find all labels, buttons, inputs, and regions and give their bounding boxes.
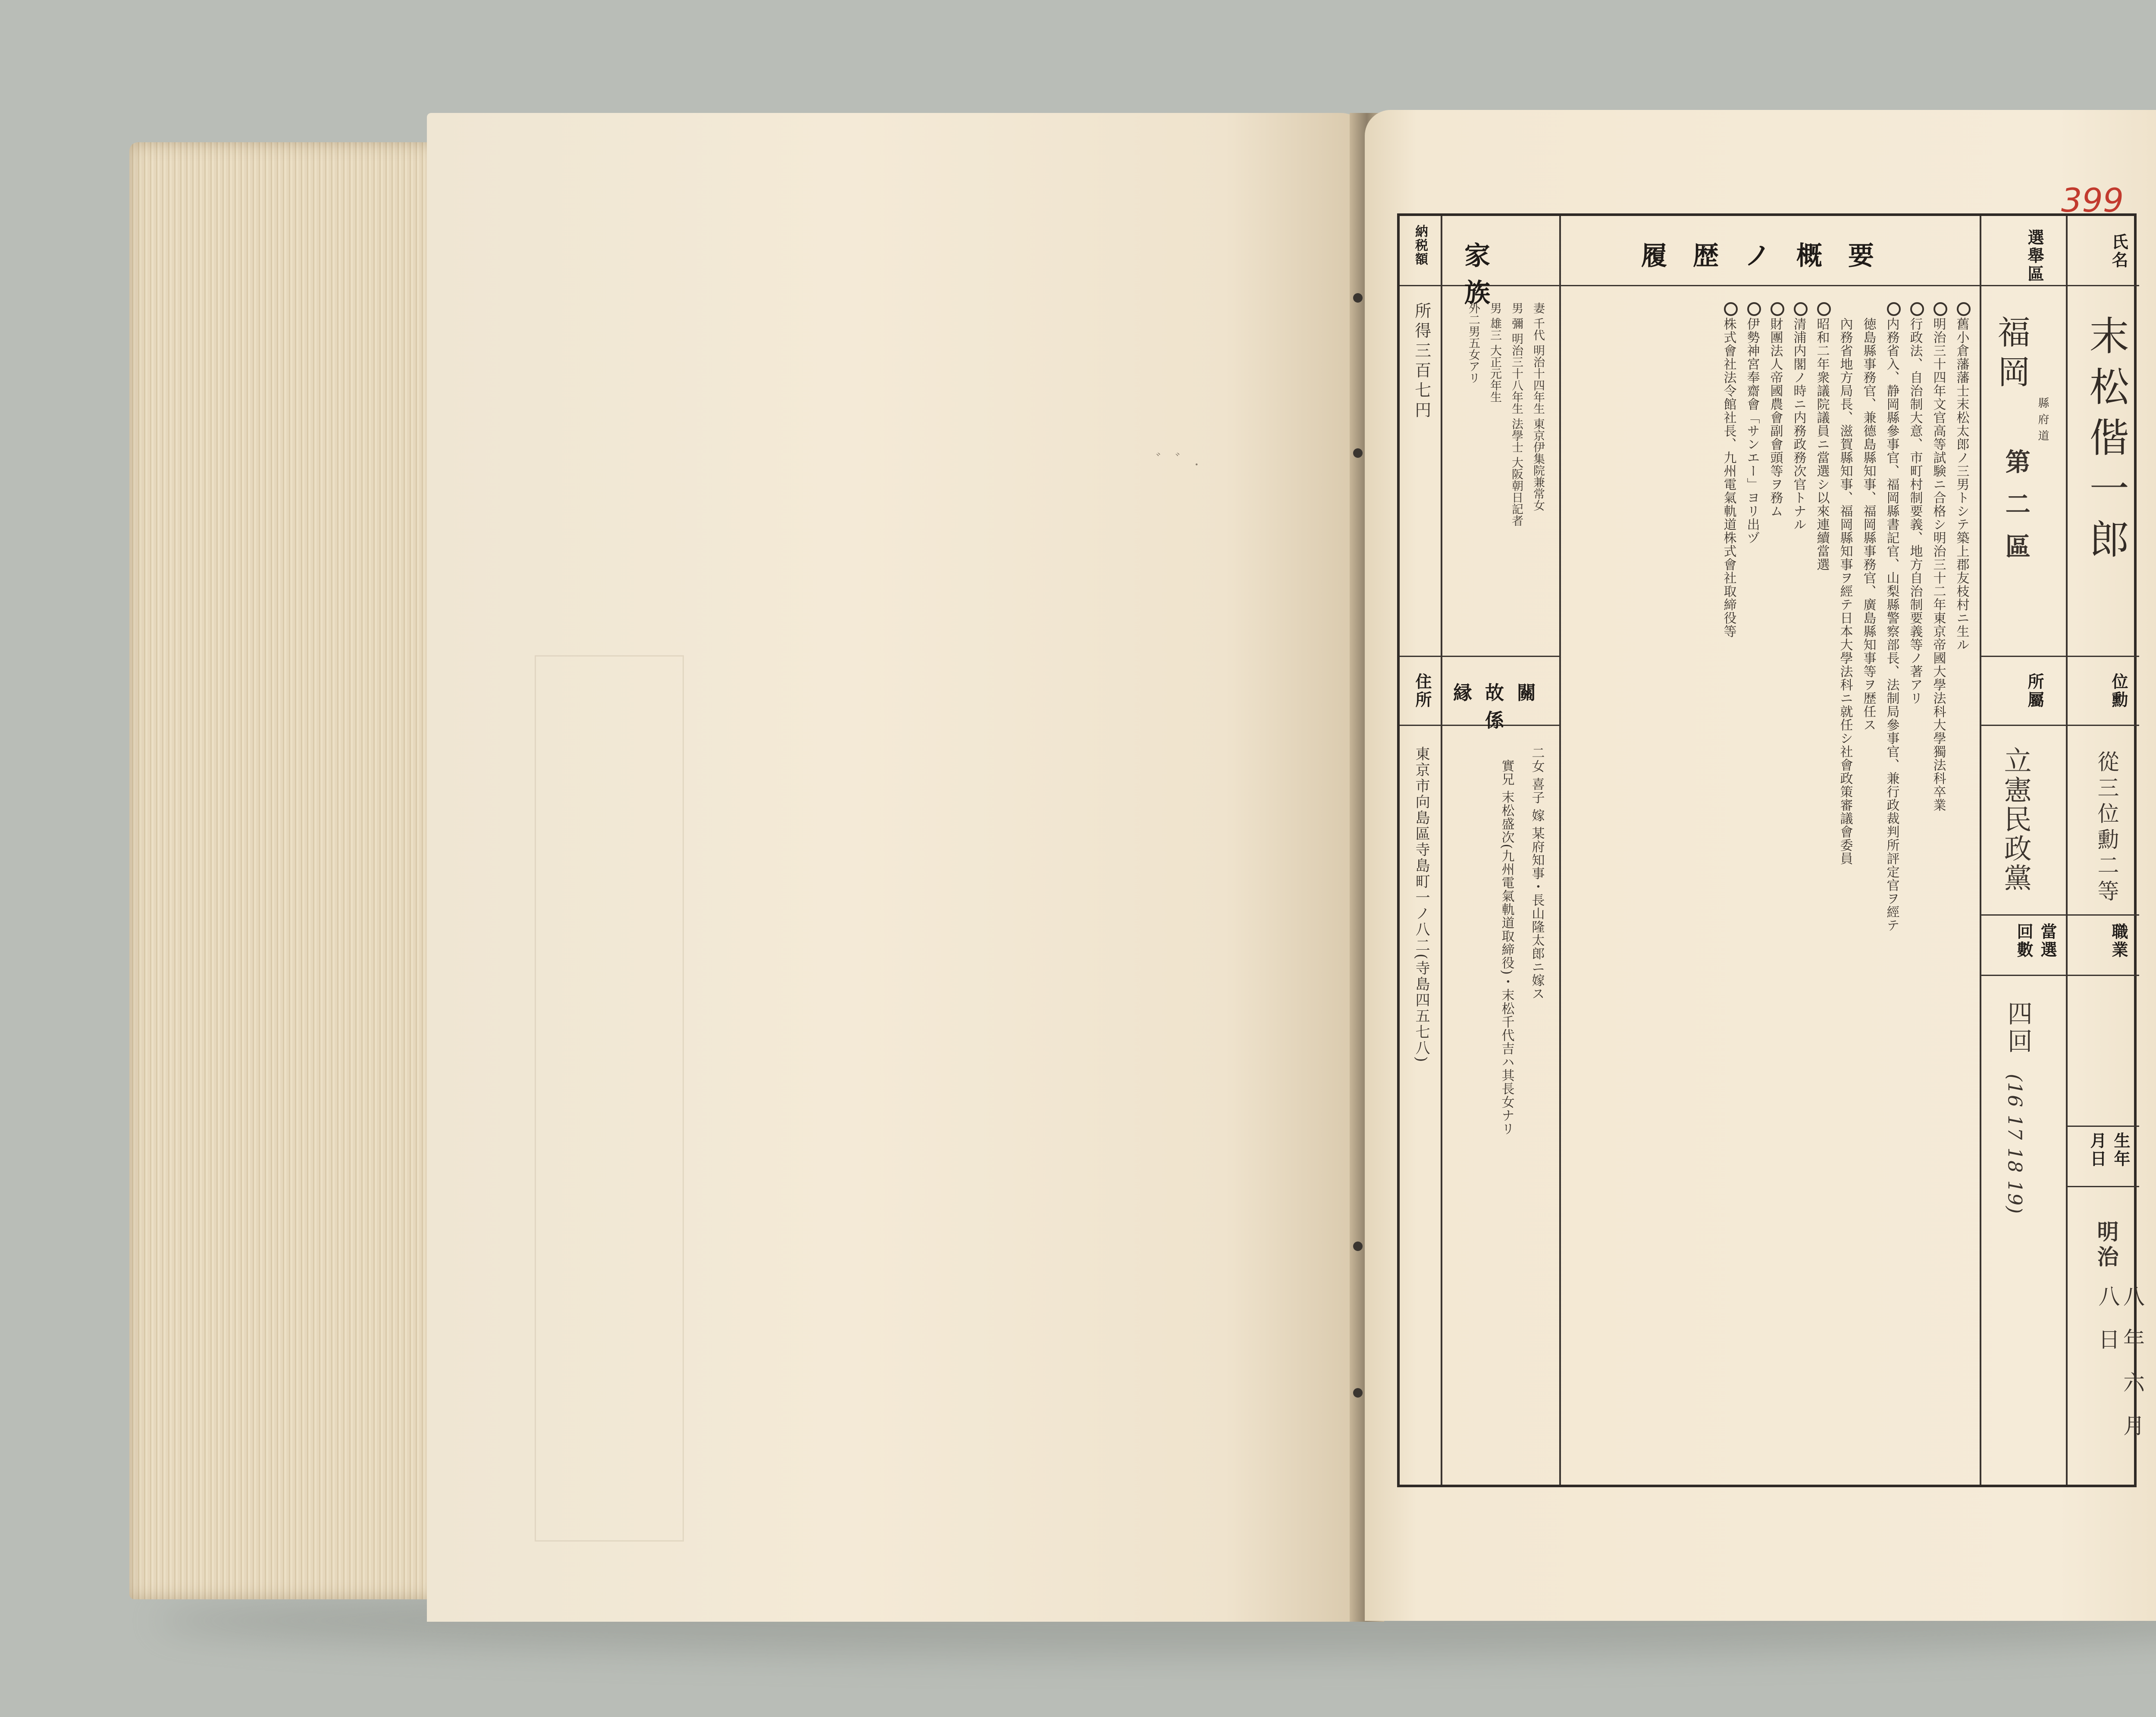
value-birth-date: 八年六月八日 xyxy=(2095,1285,2145,1457)
value-address: 東京市向島區寺島町一ノ八二(寺島四五七八) xyxy=(1413,746,1430,1063)
divider-district xyxy=(2066,216,2068,1485)
family-item: 男 彌 明治三十八年生 法學士 大阪朝日記者 xyxy=(1510,302,1523,527)
terms-header-line xyxy=(1980,975,2139,976)
career-item: 株式會社法令館社長、九州電氣軌道株式會社取締役等 xyxy=(1721,317,1736,638)
label-district: 選舉區 xyxy=(2025,229,2044,283)
label-family: 家族 xyxy=(1464,241,1538,308)
divider-family xyxy=(1559,216,1561,1485)
career-item: 內務省地方局長、滋賀縣知事、福岡縣知事ヲ經テ日本大學法科ニ就任シ社會政策審議會委員 xyxy=(1837,317,1853,865)
family-relations-line xyxy=(1400,656,1559,657)
value-district-unit: 縣府道 xyxy=(2036,397,2049,446)
career-item: 行政法、自治制大意、市町村制要義、地方自治制要義等ノ著アリ xyxy=(1907,317,1923,705)
career-item: 内務省入、静岡縣參事官、福岡縣書記官、山梨縣警察部長、法制局參事官、兼行政裁判所評定官ヲ經テ xyxy=(1884,317,1899,932)
bullet-icon xyxy=(1724,302,1738,316)
birth-line xyxy=(2066,1126,2139,1127)
bullet-icon xyxy=(1747,302,1761,316)
bullet-icon xyxy=(1771,302,1784,316)
relations-item: 二女 喜子 嫁 某府知事・長山隆太郎ニ嫁ス xyxy=(1529,746,1545,1001)
birth-header-line xyxy=(2066,1186,2139,1187)
career-item: 明治三十四年文官高等試験ニ合格シ明治三十二年東京帝國大學法科大學獨法科卒業 xyxy=(1930,317,1946,812)
stray-mark: ゛ ゛ . xyxy=(1156,452,1199,469)
value-terms-detail: (16 17 18 19) xyxy=(2003,1074,2026,1215)
label-relations: 縁故關係 xyxy=(1453,682,1549,732)
binding-hole xyxy=(1353,448,1363,458)
member-record-form xyxy=(1397,213,2145,1487)
career-item: 舊小倉藩藩士末松太郎ノ三男トシテ築上郡友枝村ニ生ル xyxy=(1954,317,1969,651)
label-party: 所屬 xyxy=(2025,673,2044,709)
label-tax: 納税額 xyxy=(1413,225,1428,266)
divider-career xyxy=(1980,216,1981,1485)
label-birth: 生年月日 xyxy=(2087,1132,2131,1168)
career-item: 清浦内閣ノ時ニ内務政務次官トナル xyxy=(1791,317,1806,531)
label-career: 履歴ノ概要 xyxy=(1641,241,1900,271)
value-tax: 所得三百七円 xyxy=(1412,302,1431,421)
party-header-line xyxy=(1980,725,2139,726)
label-address: 住所 xyxy=(1413,673,1432,709)
family-item: 男 雄三 大正元年生 xyxy=(1488,302,1502,403)
career-item: 昭和二年衆議院議員ニ當選シ以來連續當選 xyxy=(1814,317,1830,571)
bullet-icon xyxy=(1910,302,1924,316)
value-party: 立憲民政黨 xyxy=(1999,746,2031,893)
value-terms: 四回 xyxy=(2003,1001,2033,1056)
binding-hole xyxy=(1353,1242,1363,1251)
career-item: 伊勢神宮奉齋會「サンエー」ヨリ出ヅ xyxy=(1744,317,1760,544)
family-item: 妻 千代 明治十四年生 東京伊集院兼常女 xyxy=(1531,302,1545,511)
binding-hole xyxy=(1353,293,1363,303)
bullet-icon xyxy=(1957,302,1971,316)
show-through-frame xyxy=(535,655,684,1542)
bullet-icon xyxy=(1934,302,1947,316)
relations-item: 實兄 末松盛次(九州電氣軌道取締役)・末松千代吉ハ其長女ナリ xyxy=(1499,759,1514,1135)
value-district-pref: 福岡 xyxy=(1992,315,2031,394)
bullet-icon xyxy=(1794,302,1808,316)
district-party-line xyxy=(1980,656,2139,657)
label-terms: 當選回數 xyxy=(2014,923,2057,959)
label-occupation: 職業 xyxy=(2109,923,2128,959)
bullet-icon xyxy=(1887,302,1901,316)
career-item: 財團法人帝國農會副會頭等ヲ務ム xyxy=(1767,317,1783,518)
party-terms-line xyxy=(1980,914,2139,916)
value-birth-era: 明治 xyxy=(2093,1220,2119,1270)
divider-tax xyxy=(1441,216,1442,1485)
value-name: 末松偕一郎 xyxy=(2083,315,2129,569)
binding-hole xyxy=(1353,1388,1363,1398)
label-name: 氏名 xyxy=(2109,233,2128,269)
value-district-no: 第二區 xyxy=(2001,449,2031,575)
label-rank: 位勳 xyxy=(2109,673,2128,709)
career-item: 徳島縣事務官、兼德島縣知事、福岡縣事務官、廣島縣知事等ヲ歴任ス xyxy=(1861,317,1876,732)
left-page-edges xyxy=(129,142,440,1599)
page-number: 399 xyxy=(2061,181,2124,219)
bullet-icon xyxy=(1817,302,1831,316)
value-rank: 從三位勳二等 xyxy=(2094,751,2119,906)
family-item: 外二男五女アリ xyxy=(1467,302,1480,384)
